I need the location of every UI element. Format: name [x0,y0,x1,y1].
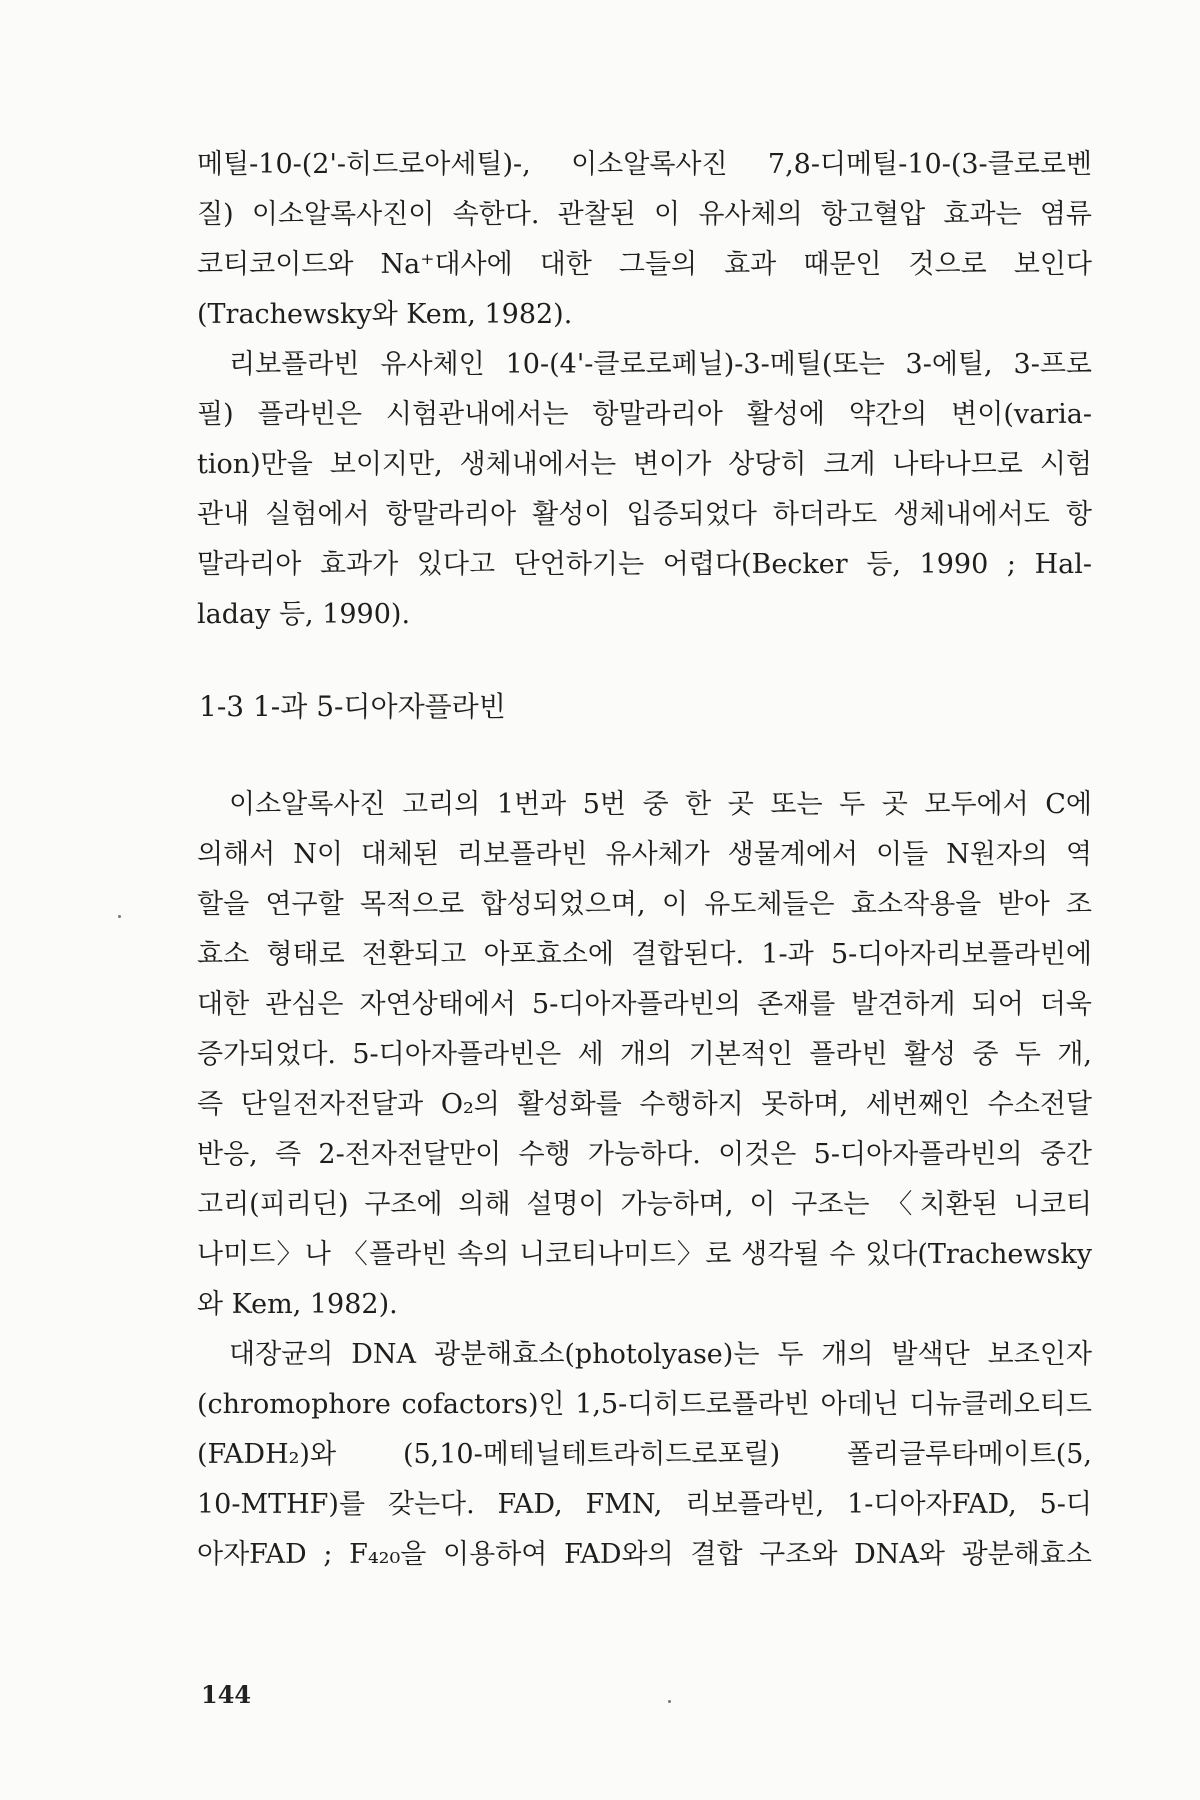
text-line: 코티코이드와 Na⁺대사에 대한 그들의 효과 때문인 것으로 보인다 [197,249,1092,280]
page-number: 144 [201,1680,252,1709]
text-line: 질) 이소알록사진이 속한다. 관찰된 이 유사체의 항고혈압 효과는 염류 [197,199,1092,230]
body-text [197,140,1092,1580]
text-line: 말라리아 효과가 있다고 단언하기는 어렵다(Becker 등, 1990 ; Hal- [197,549,1092,580]
text-line: 고리(피리딘) 구조에 의해 설명이 가능하며, 이 구조는 〈치환된 니코티 [197,1189,1092,1220]
paragraph [197,1330,1092,1580]
text-line: 와 Kem, 1982). [197,1289,398,1320]
text-line: 이소알록사진 고리의 1번과 5번 중 한 곳 또는 두 곳 모두에서 C에 [229,789,1092,820]
text-line: 대한 관심은 자연상태에서 5-디아자플라빈의 존재를 발견하게 되어 더욱 [197,989,1092,1020]
text-line: 관내 실험에서 항말라리아 활성이 입증되었다 하더라도 생체내에서도 항 [197,499,1092,530]
text-line: 필) 플라빈은 시험관내에서는 항말라리아 활성에 약간의 변이(varia- [197,399,1092,430]
scan-speck [668,1700,671,1703]
text-line: laday 등, 1990). [197,599,411,630]
text-line: 증가되었다. 5-디아자플라빈은 세 개의 기본적인 플라빈 활성 중 두 개, [197,1039,1092,1070]
section-heading: 1-3 1-과 5-디아자플라빈 [199,690,506,723]
text-line: (chromophore cofactors)인 1,5-디히드로플라빈 아데닌 디뉴클레오티드 [197,1389,1092,1420]
text-line: (FADH₂)와 (5,10-메테닐테트라히드로포릴) 폴리글루타메이트(5, [197,1439,1092,1470]
text-line: tion)만을 보이지만, 생체내에서는 변이가 상당히 크게 나타나므로 시험 [197,449,1092,480]
text-line: 메틸-10-(2'-히드로아세틸)-, 이소알록사진 7,8-디메틸-10-(3-클로로벤 [197,149,1092,180]
text-line: 할을 연구할 목적으로 합성되었으며, 이 유도체들은 효소작용을 받아 조 [197,889,1092,920]
paragraph [197,340,1092,640]
text-line: 아자FAD ; F₄₂₀을 이용하여 FAD와의 결합 구조와 DNA와 광분해효소 [197,1539,1092,1570]
text-line: 대장균의 DNA 광분해효소(photolyase)는 두 개의 발색단 보조인자 [229,1339,1092,1370]
paragraph [197,780,1092,1330]
text-line: 나미드〉나 〈플라빈 속의 니코티나미드〉로 생각될 수 있다(Trachewsky [197,1239,1092,1270]
text-line: 반응, 즉 2-전자전달만이 수행 가능하다. 이것은 5-디아자플라빈의 중간 [197,1139,1092,1170]
text-line: 10-MTHF)를 갖는다. FAD, FMN, 리보플라빈, 1-디아자FAD, 5-디 [197,1489,1092,1520]
text-line: (Trachewsky와 Kem, 1982). [197,299,573,330]
text-line: 효소 형태로 전환되고 아포효소에 결합된다. 1-과 5-디아자리보플라빈에 [197,939,1092,970]
text-line: 의해서 N이 대체된 리보플라빈 유사체가 생물계에서 이들 N원자의 역 [197,839,1092,870]
text-line: 리보플라빈 유사체인 10-(4'-클로로페닐)-3-메틸(또는 3-에틸, 3-프로 [229,349,1092,380]
scan-speck [118,915,121,918]
paragraph [197,140,1092,340]
text-line: 즉 단일전자전달과 O₂의 활성화를 수행하지 못하며, 세번째인 수소전달 [197,1089,1092,1120]
